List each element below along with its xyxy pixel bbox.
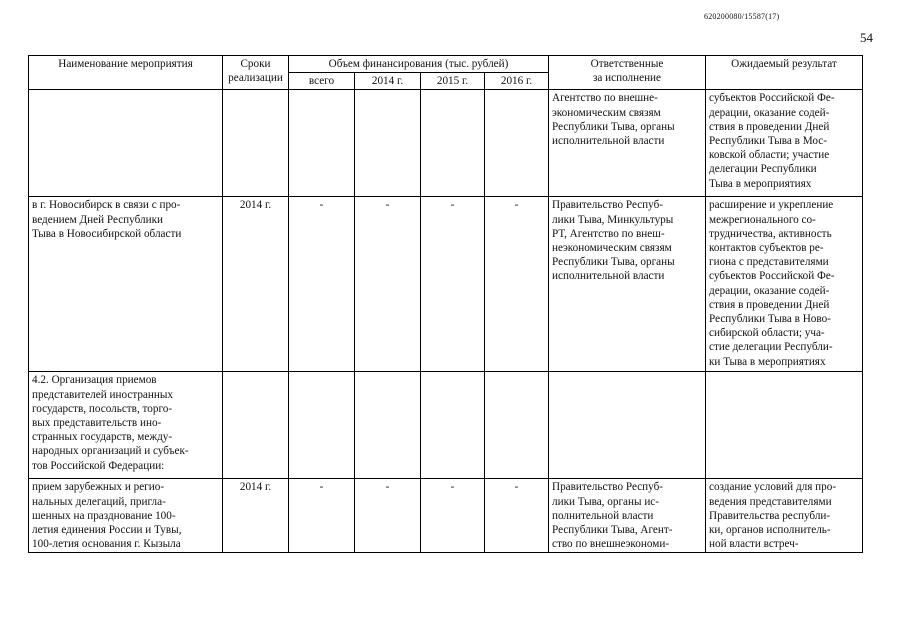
header-funding: Объем финансирования (тыс. рублей) bbox=[289, 56, 549, 73]
row-2015 bbox=[421, 372, 485, 479]
page-number: 54 bbox=[860, 30, 873, 45]
table-row bbox=[29, 372, 863, 479]
row-2015 bbox=[421, 90, 485, 197]
table-header-row bbox=[29, 56, 863, 73]
row-term bbox=[223, 372, 289, 479]
table-row bbox=[29, 479, 863, 553]
document-code: 620200080/15587(17) bbox=[704, 12, 780, 21]
row-2014: - bbox=[355, 197, 421, 372]
row-2016: - bbox=[485, 479, 549, 553]
table-row bbox=[29, 90, 863, 197]
row-total: - bbox=[289, 479, 355, 553]
header-2015: 2015 г. bbox=[421, 73, 485, 90]
row-term bbox=[223, 90, 289, 197]
row-total bbox=[289, 90, 355, 197]
row-2014 bbox=[355, 372, 421, 479]
row-total: - bbox=[289, 197, 355, 372]
row-responsible: Правительство Респуб- лики Тыва, органы ис- полнительной власти Республики Тыва, Агент- ство по внешнеэкономи- bbox=[549, 479, 706, 553]
row-result: субъектов Российской Фе- дерации, оказание содей- ствия в проведении Дней Республики Тыва в Мос- ковской области; участие делегации Республики Тыва в мероприятиях bbox=[706, 90, 863, 197]
header-result: Ожидаемый результат bbox=[706, 56, 863, 90]
row-2014: - bbox=[355, 479, 421, 553]
row-2016: - bbox=[485, 197, 549, 372]
header-responsible: Ответственные за исполнение bbox=[549, 56, 706, 90]
header-name: Наименование мероприятия bbox=[29, 56, 223, 90]
row-total bbox=[289, 372, 355, 479]
header-terms: Сроки реализации bbox=[223, 56, 289, 90]
row-result: расширение и укрепление межрегионального со- трудничества, активность контактов субъектов ре- гиона с представителями субъектов Российской Фе- дерации, оказание содей- ствия в проведении Дней Республики Тыва в Ново- сибирской области; уча- стие делегации Республи- ки Тыва в мероприятиях bbox=[706, 197, 863, 372]
header-2014: 2014 г. bbox=[355, 73, 421, 90]
row-2014 bbox=[355, 90, 421, 197]
row-name: в г. Новосибирск в связи с про- ведением Дней Республики Тыва в Новосибирской области bbox=[29, 197, 223, 372]
row-responsible bbox=[549, 372, 706, 479]
row-result: создание условий для про- ведения представителями Правительства республи- ки, органов исполнитель- ной власти встреч- bbox=[706, 479, 863, 553]
row-2016 bbox=[485, 90, 549, 197]
table-row bbox=[29, 197, 863, 372]
row-result bbox=[706, 372, 863, 479]
row-responsible: Агентство по внешне- экономическим связям Республики Тыва, органы исполнительной власти bbox=[549, 90, 706, 197]
row-term: 2014 г. bbox=[223, 197, 289, 372]
activities-table bbox=[28, 55, 863, 553]
row-2016 bbox=[485, 372, 549, 479]
row-name: прием зарубежных и регио- нальных делегаций, пригла- шенных на празднование 100- летия единения России и Тувы, 100-летия основания г. Кызыла bbox=[29, 479, 223, 553]
header-total: всего bbox=[289, 73, 355, 90]
row-responsible: Правительство Респуб- лики Тыва, Минкультуры РТ, Агентство по внеш- неэкономическим связям Республики Тыва, органы исполнительной власти bbox=[549, 197, 706, 372]
row-name bbox=[29, 90, 223, 197]
header-2016: 2016 г. bbox=[485, 73, 549, 90]
row-term: 2014 г. bbox=[223, 479, 289, 553]
row-name: 4.2. Организация приемов представителей иностранных государств, посольств, торго- вых представительств ино- странных государств, между- народных организаций и субъек- тов Российской Федерации: bbox=[29, 372, 223, 479]
row-2015: - bbox=[421, 479, 485, 553]
row-2015: - bbox=[421, 197, 485, 372]
